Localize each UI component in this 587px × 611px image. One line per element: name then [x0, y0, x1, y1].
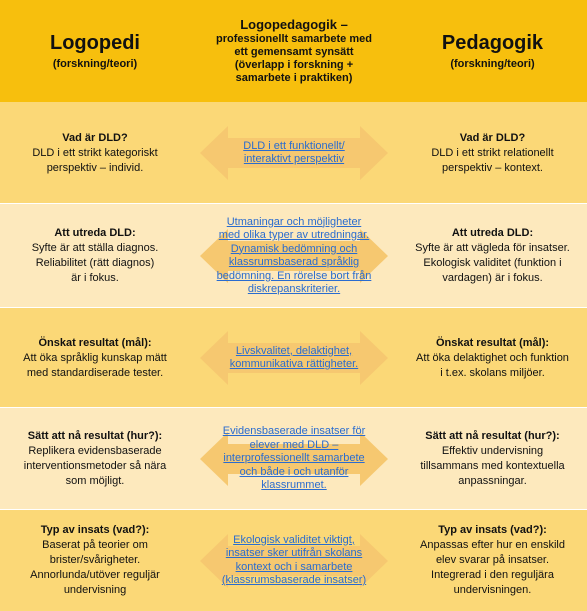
- row-right-text: Ekologisk validitet (funktion i: [423, 257, 562, 269]
- row-right-text: Effektiv undervisning: [441, 445, 544, 457]
- row-right-text: tillsammans med kontextuella: [420, 460, 565, 472]
- row-left-cell: [0, 408, 190, 510]
- row-left-text: Replikera evidensbaserade: [28, 445, 162, 457]
- row-right-text: undervisningen.: [453, 584, 532, 596]
- row-left-text: brister/svårigheter.: [49, 554, 141, 566]
- row-mid-cell: [190, 408, 398, 510]
- row-left-text: DLD i ett strikt kategoriskt: [32, 146, 158, 159]
- row-left-title: Typ av insats (vad?):: [40, 524, 150, 536]
- row-left-cell: [0, 510, 190, 611]
- header-pedagogik: [398, 0, 587, 102]
- row-mid-cell: [190, 204, 398, 308]
- header-row: [0, 0, 587, 102]
- row-right-title: Typ av insats (vad?):: [438, 524, 547, 536]
- row-mid-text[interactable]: Utmaningar och möjligheter: [226, 215, 362, 228]
- row-left-text: interventionsmetoder så nära: [23, 460, 167, 472]
- row-right-text: elev svarar på insatser.: [435, 554, 550, 566]
- row-right-text: anpassningar.: [458, 475, 527, 487]
- row-right-title: Önskat resultat (mål):: [435, 336, 550, 349]
- row-left-title: Sätt att nå resultat (hur?):: [27, 430, 163, 442]
- row-left-text: med standardiserade tester.: [26, 366, 164, 379]
- row-right-cell: [398, 308, 587, 408]
- row-right-cell: [398, 510, 587, 611]
- row-mid-text[interactable]: (klassrumsbaserade insatser): [221, 574, 367, 586]
- header-mid-line: samarbete i praktiken): [235, 72, 353, 84]
- row-left-title: Önskat resultat (mål):: [38, 336, 152, 349]
- header-mid-line: professionellt samarbete med: [216, 33, 372, 45]
- row-right-text: i t.ex. skolans miljöer.: [440, 366, 545, 379]
- row-left-cell: [0, 308, 190, 408]
- row-left-text: Baserat på teorier om: [42, 539, 148, 551]
- row-right-cell: [398, 408, 587, 510]
- header-logopedi: [0, 0, 190, 102]
- row-left-text: Att öka språklig kunskap mätt: [23, 351, 167, 364]
- row-mid-text[interactable]: med olika typer av utredningar.: [218, 229, 370, 241]
- row-mid-text[interactable]: insatser sker utifrån skolans: [225, 547, 363, 559]
- header-left-title: Logopedi: [50, 31, 140, 54]
- row-mid-text[interactable]: bedömning. En rörelse bort från: [216, 269, 372, 282]
- row-mid-text[interactable]: Ekologisk validitet viktigt,: [233, 533, 355, 546]
- row-mid-text[interactable]: elever med DLD –: [249, 438, 339, 451]
- header-right-subtitle: (forskning/teori): [450, 57, 535, 70]
- row-desired-result: [0, 308, 587, 408]
- row-mid-text[interactable]: och både i och utanför: [239, 465, 349, 478]
- row-mid-text[interactable]: Livskvalitet, delaktighet,: [235, 344, 353, 357]
- row-mid-text[interactable]: diskrepanskriterier.: [247, 283, 341, 295]
- header-left-subtitle: (forskning/teori): [52, 57, 138, 70]
- row-left-title: Att utreda DLD:: [54, 227, 136, 239]
- row-assess-dld: [0, 204, 587, 308]
- row-left-text: perspektiv – individ.: [46, 161, 144, 174]
- row-right-text: Att öka delaktighet och funktion: [416, 351, 569, 364]
- row-left-text: Reliabilitet (rätt diagnos): [35, 257, 155, 269]
- row-right-text: perspektiv – kontext.: [442, 161, 543, 174]
- row-left-cell: [0, 102, 190, 204]
- row-mid-text[interactable]: klassrumsbaserad språklig: [228, 256, 360, 268]
- row-right-title: Sätt att nå resultat (hur?):: [425, 430, 560, 442]
- row-mid-text[interactable]: interprofessionellt samarbete: [223, 452, 365, 465]
- row-left-title: Vad är DLD?: [62, 131, 128, 144]
- row-mid-text[interactable]: kommunikativa rättigheter.: [229, 358, 359, 370]
- header-mid-line: ett gemensamt synsätt: [234, 46, 354, 58]
- header-logopedagogik: [190, 0, 398, 102]
- row-right-text: DLD i ett strikt relationellt: [431, 146, 554, 159]
- row-left-text: är i fokus.: [71, 272, 119, 284]
- row-right-text: Integrerad i den reguljära: [431, 569, 554, 581]
- row-what-is-dld: [0, 102, 587, 204]
- row-mid-text[interactable]: DLD i ett funktionellt/: [243, 139, 345, 152]
- row-how-to-reach: [0, 408, 587, 510]
- row-right-title: Att utreda DLD:: [451, 227, 534, 239]
- header-mid-title: Logopedagogik –: [240, 17, 348, 32]
- row-mid-cell: [190, 102, 398, 204]
- header-mid-line: (överlapp i forskning +: [234, 59, 354, 71]
- row-left-text: Syfte är att ställa diagnos.: [31, 242, 159, 254]
- row-right-cell: [398, 102, 587, 204]
- row-mid-cell: [190, 308, 398, 408]
- row-mid-text[interactable]: kontext och i samarbete: [235, 560, 353, 573]
- row-left-text: som möjligt.: [65, 475, 125, 487]
- row-type-of-intervention: [0, 510, 587, 611]
- row-mid-cell: [190, 510, 398, 611]
- row-mid-text[interactable]: interaktivt perspektiv: [243, 153, 345, 165]
- row-right-text: vardagen) är i fokus.: [442, 272, 543, 284]
- row-right-title: Vad är DLD?: [459, 131, 526, 144]
- row-right-text: Anpassas efter hur en enskild: [420, 539, 565, 551]
- row-right-cell: [398, 204, 587, 308]
- row-left-text: undervisning: [63, 584, 127, 596]
- row-mid-text[interactable]: Evidensbaserade insatser för: [222, 425, 366, 438]
- row-left-cell: [0, 204, 190, 308]
- row-mid-text[interactable]: klassrummet.: [261, 479, 327, 492]
- header-right-title: Pedagogik: [441, 31, 544, 54]
- row-mid-text[interactable]: Dynamisk bedömning och: [230, 242, 358, 255]
- row-right-text: Syfte är att vägleda för insatser.: [415, 242, 570, 254]
- row-left-text: Annorlunda/utöver reguljär: [30, 569, 160, 581]
